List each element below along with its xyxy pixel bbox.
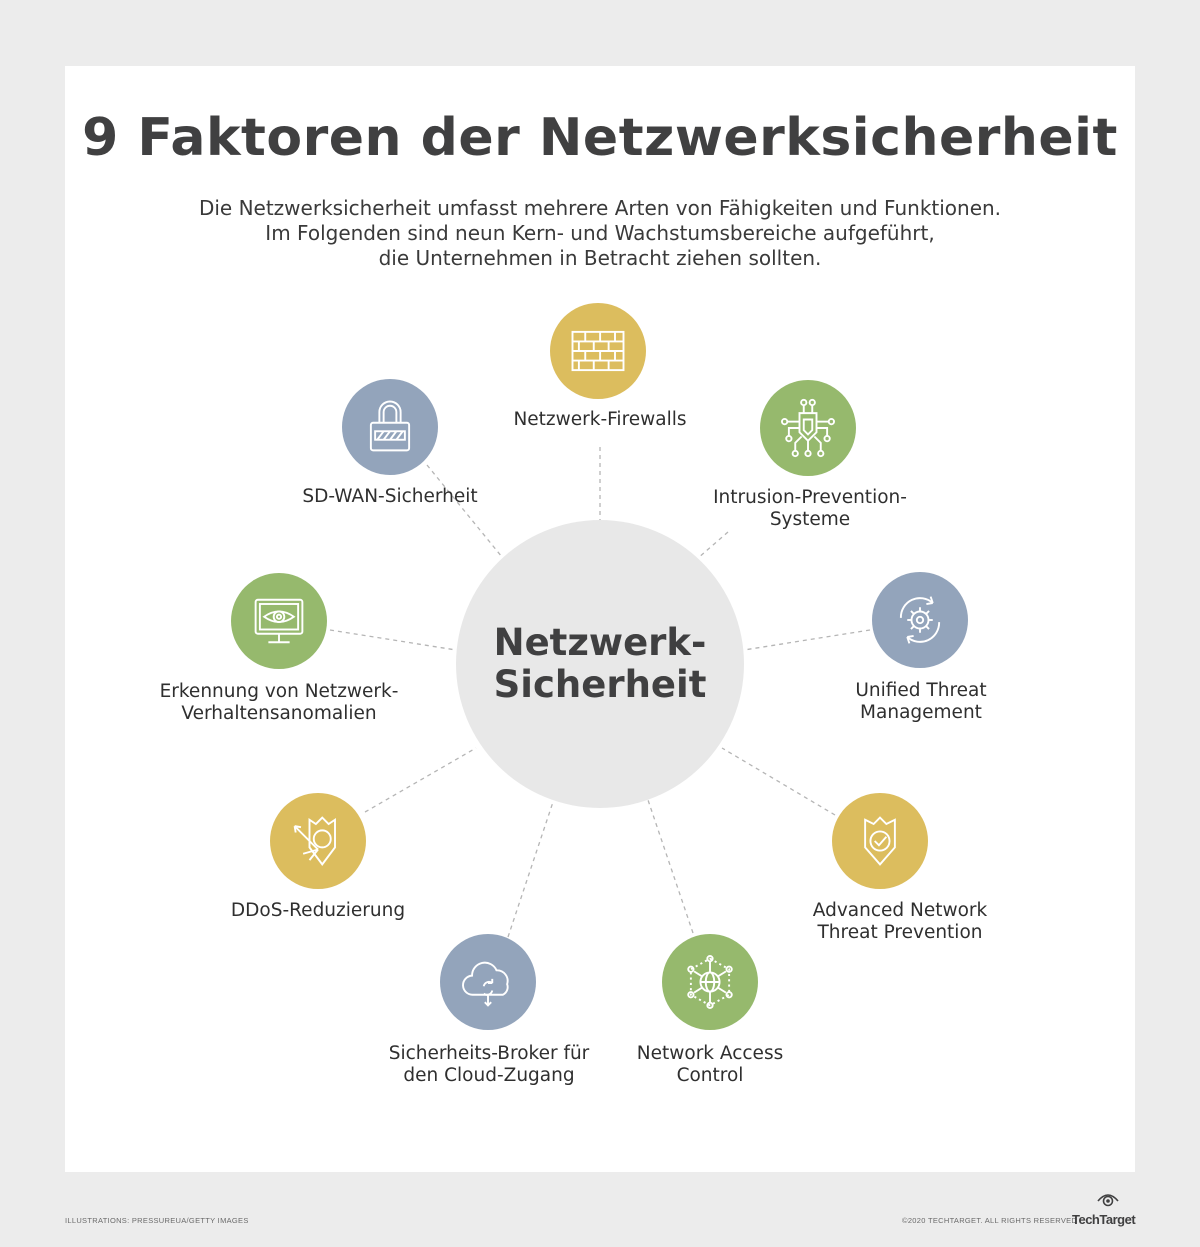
factor-nac-circle [662, 934, 758, 1030]
factor-firewalls-circle [550, 303, 646, 399]
eye-monitor-icon [245, 587, 313, 655]
connector-ddos [365, 748, 476, 812]
factor-sdwan-circle [342, 379, 438, 475]
connector-utm [744, 630, 870, 650]
shield-check-icon [846, 807, 914, 875]
hub-label-line: Netzwerk- [493, 621, 707, 664]
factor-label-line: Netzwerk-Firewalls [513, 409, 687, 430]
gear-refresh-icon [886, 586, 954, 654]
factor-ddos-circle [270, 793, 366, 889]
factor-antp-label [813, 900, 988, 944]
factor-intrusion-circle [760, 380, 856, 476]
connector-sdwan [427, 465, 502, 557]
connector-casb [508, 802, 553, 937]
factor-nac-label [637, 1043, 783, 1087]
factor-anomaly-label [160, 681, 399, 725]
factor-label-line: Advanced Network [812, 900, 988, 921]
image-credit: ILLUSTRATIONS: PRESSUREUA/GETTY IMAGES [65, 1216, 249, 1225]
techtarget-logo: TechTarget [1072, 1212, 1136, 1227]
factor-ddos-label [231, 900, 405, 922]
factor-casb-circle [440, 934, 536, 1030]
factor-label-line: SD-WAN-Sicherheit [302, 486, 478, 507]
factor-intrusion-label [713, 487, 907, 531]
connector-anomaly [330, 630, 456, 650]
factor-label-line: Management [860, 702, 982, 723]
factor-anomaly-circle [231, 573, 327, 669]
factor-label-line: DDoS-Reduzierung [230, 900, 406, 921]
padlock-icon [356, 393, 424, 461]
factor-firewalls-label [513, 409, 686, 431]
connector-nac [648, 800, 693, 933]
shield-circuit-icon [774, 394, 842, 462]
hub-label-line: Sicherheit [493, 663, 707, 706]
shield-deflect-icon [284, 807, 352, 875]
factor-casb-label [389, 1043, 590, 1087]
subtitle-line: die Unternehmen in Betracht ziehen sollten. [378, 246, 822, 270]
cloud-sync-icon [454, 948, 522, 1016]
factor-label-line: Unified Threat [855, 680, 987, 701]
brick-wall-icon [564, 317, 632, 385]
factor-label-line: Verhaltensanomalien [181, 703, 377, 724]
factor-label-line: Intrusion-Prevention- [713, 487, 907, 508]
connector-intrusion [698, 532, 728, 558]
subtitle-line: Im Folgenden sind neun Kern- und Wachstumsbereiche aufgeführt, [265, 221, 935, 245]
factor-utm-label [855, 680, 986, 724]
eye-logo-icon [1096, 1191, 1120, 1209]
factor-antp-circle [832, 793, 928, 889]
factor-utm-circle [872, 572, 968, 668]
factor-label-line: den Cloud-Zugang [403, 1065, 575, 1086]
central-hub [456, 520, 744, 808]
factor-label-line: Erkennung von Netzwerk- [159, 681, 399, 702]
connector-antp [722, 748, 835, 815]
factor-label-line: Control [676, 1065, 744, 1086]
factor-label-line: Network Access [636, 1043, 784, 1064]
page-title: 9 Faktoren der Netzwerksicherheit [82, 108, 1118, 168]
factor-sdwan-label [302, 486, 477, 508]
globe-network-icon [676, 948, 744, 1016]
factor-label-line: Threat Prevention [817, 922, 983, 943]
copyright-notice: ©2020 TECHTARGET. ALL RIGHTS RESERVED [902, 1216, 1078, 1225]
factor-label-line: Sicherheits-Broker für [388, 1043, 590, 1064]
factor-label-line: Systeme [769, 509, 851, 530]
subtitle-line: Die Netzwerksicherheit umfasst mehrere Arten von Fähigkeiten und Funktionen. [198, 196, 1002, 220]
